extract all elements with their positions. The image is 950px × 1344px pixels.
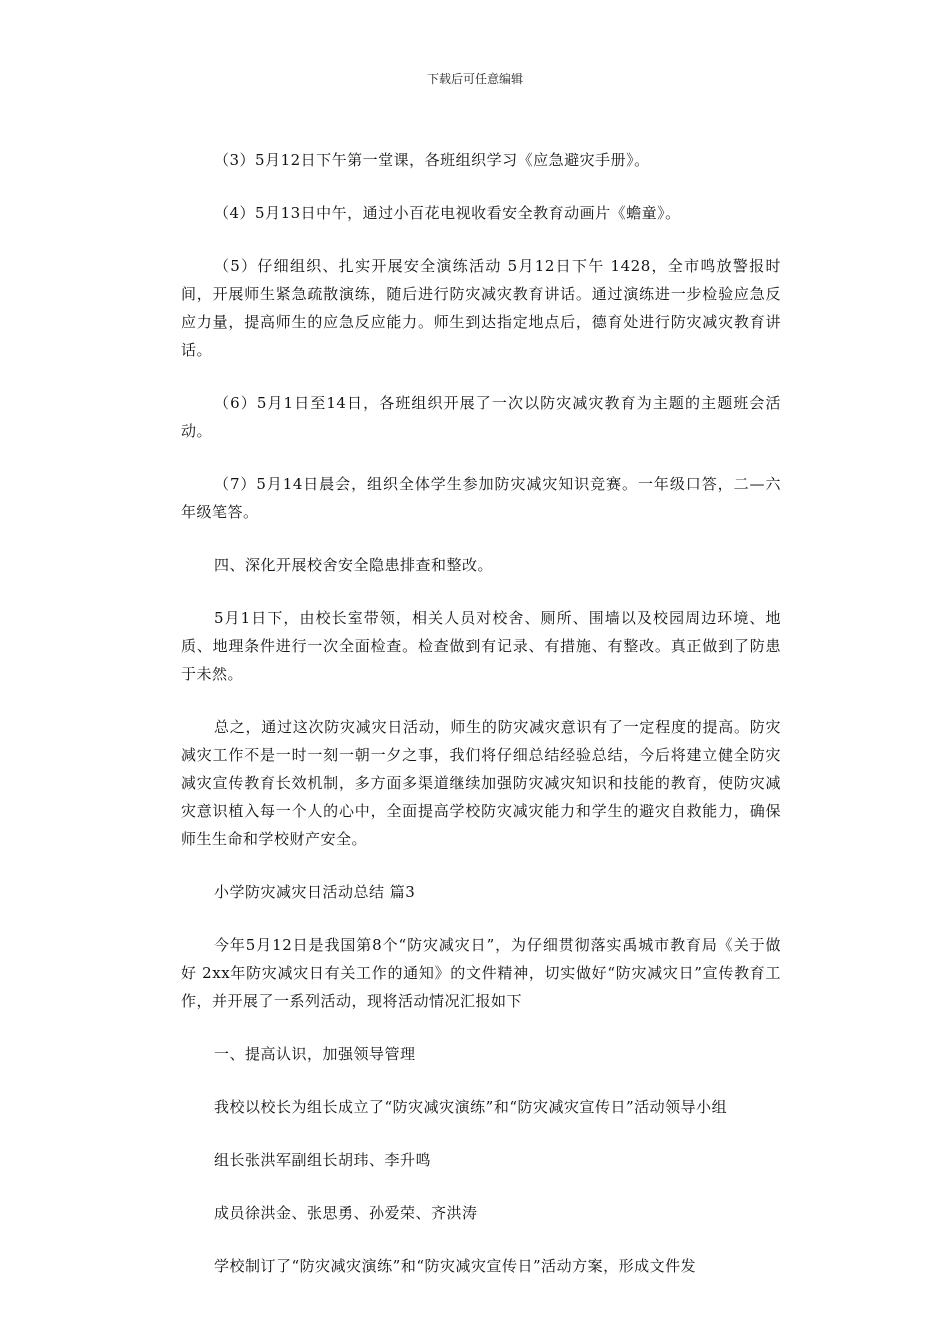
paragraph-summary: 总之，通过这次防灾减灾日活动，师生的防灾减灾意识有了一定程度的提高。防灾减灾工作不是一时一刻一朝一夕之事，我们将仔细总结经验总结，今后将建立健全防灾减灾宣传教育长效机制，多方面多渠道继续加强防灾减灾知识和技能的教育，使防灾减灾意识植入每一个人的心中，全面提高学校防灾减灾能力和学生的避灾自救能力，确保师生生命和学校财产安全。 bbox=[181, 718, 781, 848]
article-title: 小学防灾减灾日活动总结 篇3 bbox=[214, 883, 416, 901]
paragraph-members: 成员徐洪金、张思勇、孙爱荣、齐洪涛 bbox=[214, 1204, 478, 1222]
paragraph-leaders: 组长张洪军副组长胡玮、李升鸣 bbox=[214, 1151, 432, 1169]
paragraph-intro: 今年5月12日是我国第8个“防灾减灾日”，为仔细贯彻落实禹城市教育局《关于做好 2xx年防灾减灾日有关工作的通知》的文件精神，切实做好“防灾减灾日”宣传教育工作，并开展了一系列活动，现将活动情况汇报如下 bbox=[181, 936, 781, 1010]
section-heading-1: 一、提高认识，加强领导管理 bbox=[214, 1045, 416, 1063]
paragraph-item-7: （7）5月14日晨会，组织全体学生参加防灾减灾知识竞赛。一年级口答，二—六年级笔答。 bbox=[181, 475, 781, 521]
document-body bbox=[181, 146, 781, 1305]
section-heading-4: 四、深化开展校舍安全隐患排查和整改。 bbox=[214, 556, 494, 574]
paragraph-inspection: 5月1日下，由校长室带领，相关人员对校舍、厕所、围墙以及校园周边环境、地质、地理条件进行一次全面检查。检查做到有记录、有措施、有整改。真正做到了防患于未然。 bbox=[181, 609, 781, 683]
paragraph-item-3: （3）5月12日下午第一堂课，各班组织学习《应急避灾手册》。 bbox=[214, 151, 650, 169]
paragraph-item-6: （6）5月1日至14日，各班组织开展了一次以防灾减灾教育为主题的主题班会活动。 bbox=[181, 394, 781, 440]
paragraph-item-5: （5）仔细组织、扎实开展安全演练活动 5月12日下午 1428，全市鸣放警报时间，开展师生紧急疏散演练，随后进行防灾减灾教育讲话。通过演练进一步检验应急反应力量，提高师生的应急反应能力。师生到达指定地点后，德育处进行防灾减灾教育讲话。 bbox=[181, 257, 781, 359]
paragraph-plan: 学校制订了“防灾减灾演练”和“防灾减灾宣传日”活动方案，形成文件发 bbox=[214, 1257, 697, 1275]
paragraph-leadership: 我校以校长为组长成立了“防灾减灾演练”和“防灾减灾宣传日”活动领导小组 bbox=[214, 1098, 728, 1116]
page-header: 下载后可任意编辑 bbox=[426, 72, 523, 86]
paragraph-item-4: （4）5月13日中午，通过小百花电视收看安全教育动画片《蟾童》。 bbox=[214, 204, 681, 222]
